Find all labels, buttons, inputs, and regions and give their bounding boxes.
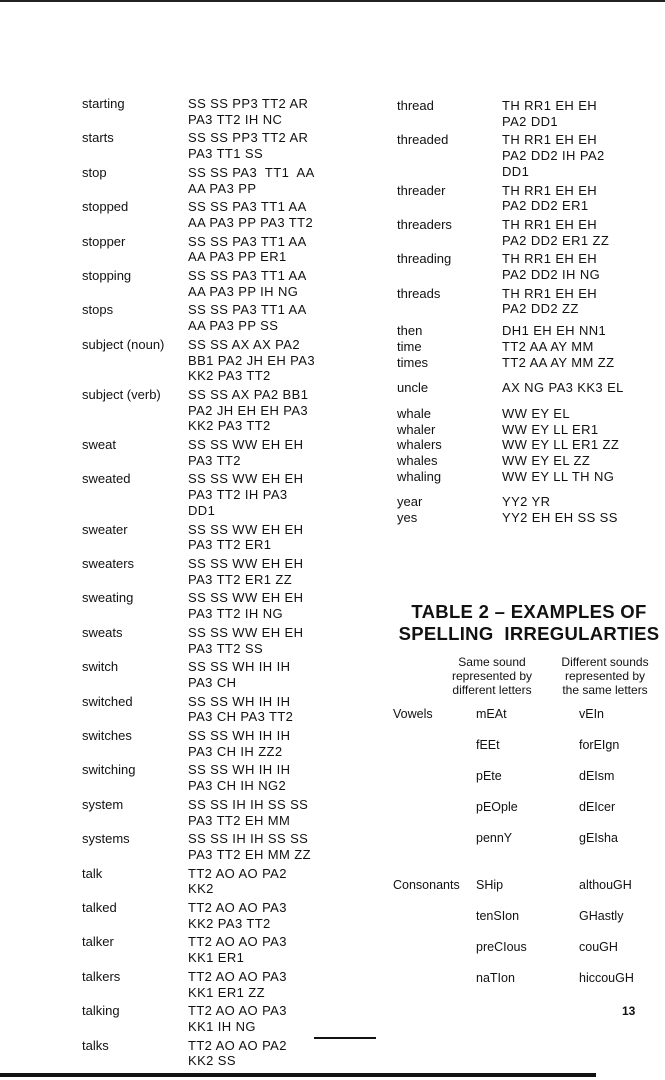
dictionary-entry (82, 437, 352, 468)
phoneme-code-line: PA3 CH IH ZZ2 (188, 743, 283, 759)
phoneme-code-line: KK1 ER1 (188, 950, 245, 966)
entry-phoneme-codes (188, 625, 303, 656)
phoneme-code-line: SS SS WW EH EH (188, 521, 304, 537)
phoneme-code-line: KK1 ER1 ZZ (188, 984, 265, 1000)
phoneme-code-line: PA3 TT2 IH PA3 (188, 487, 288, 503)
phoneme-code-line: AA PA3 PP PA3 TT2 (188, 214, 314, 230)
entry-word: talks (82, 1037, 109, 1053)
entry-phoneme-codes (188, 199, 313, 230)
phoneme-code-line: SS SS PP3 TT2 AR (188, 130, 309, 146)
phoneme-code-line: TT2 AO AO PA3 (188, 934, 287, 950)
entry-word: switched (82, 693, 133, 709)
dictionary-entry (82, 165, 352, 196)
same-sound-example: preCIous (476, 940, 527, 954)
phoneme-code-line: SS SS PA3 TT1 AA (188, 302, 307, 318)
phoneme-code-line: PA2 DD2 ER1 ZZ (502, 232, 610, 248)
entry-word: year (397, 494, 423, 510)
entry-phoneme-codes (502, 251, 600, 282)
entry-word: whale (397, 405, 431, 421)
entry-word: whaler (397, 421, 436, 437)
same-sound-example: fEEt (476, 738, 500, 752)
entry-phoneme-codes (502, 422, 599, 438)
entry-word: talker (82, 934, 114, 950)
entry-phoneme-codes (502, 323, 606, 339)
entry-phoneme-codes (188, 337, 315, 384)
footer-short-rule (314, 1037, 376, 1039)
entry-word: starting (82, 96, 125, 111)
phoneme-code-line: AA PA3 PP SS (188, 318, 279, 334)
entry-phoneme-codes (502, 406, 570, 422)
phoneme-code-line: BB1 PA2 JH EH PA3 (188, 352, 315, 368)
phoneme-code-line: PA3 TT2 EH MM (188, 812, 291, 828)
entry-word: sweated (82, 471, 131, 487)
phoneme-code-line: PA3 TT2 IH NG (188, 606, 284, 622)
dictionary-entry (397, 286, 659, 317)
entry-phoneme-codes (188, 268, 307, 299)
entry-word: time (397, 338, 422, 354)
phoneme-code-line: TH RR1 EH EH (502, 285, 598, 301)
entry-word: switches (82, 728, 132, 744)
dictionary-entry (82, 387, 352, 434)
entry-word: starts (82, 130, 114, 146)
phoneme-code-line: PA2 DD2 IH NG (502, 267, 601, 283)
phoneme-code-line: TT2 AO AO PA2 (188, 1037, 287, 1053)
entry-word: switching (82, 762, 136, 778)
phoneme-code-line: YY2 YR (502, 494, 551, 510)
entry-word: subject (verb) (82, 386, 161, 402)
different-sounds-example: GHastly (579, 909, 624, 923)
entry-word: sweat (82, 437, 116, 453)
dictionary-entry (82, 590, 352, 621)
different-sounds-example: althouGH (579, 878, 632, 892)
entry-word: whales (397, 453, 438, 469)
entry-phoneme-codes (188, 471, 303, 518)
dictionary-entry (82, 337, 352, 384)
entry-phoneme-codes (188, 234, 307, 265)
different-sounds-example: dEIcer (579, 800, 616, 814)
table-title (394, 601, 664, 645)
entry-phoneme-codes (188, 866, 287, 897)
entry-word: systems (82, 831, 130, 847)
entry-phoneme-codes (502, 286, 597, 317)
phoneme-code-line: TT2 AO AO PA3 (188, 968, 287, 984)
column-header-line: different letters (452, 683, 532, 697)
column-header-same-sound (440, 655, 544, 697)
table-row (393, 769, 665, 785)
phoneme-code-line: SS SS WW EH EH (188, 555, 304, 571)
column-header-line: Different sounds (561, 655, 649, 669)
phoneme-code-line: PA2 DD1 (502, 113, 559, 129)
phoneme-code-line: TH RR1 EH EH (502, 216, 598, 232)
same-sound-example: pennY (476, 831, 513, 845)
phoneme-code-line: SS SS AX AX PA2 (188, 336, 300, 352)
entry-phoneme-codes (188, 590, 303, 621)
entry-phoneme-codes (502, 380, 624, 396)
phoneme-code-line: PA2 DD2 ZZ (502, 301, 579, 317)
phoneme-code-line: KK2 (188, 881, 214, 897)
phoneme-code-line: WW EY LL ER1 (502, 421, 599, 437)
entry-phoneme-codes (188, 934, 287, 965)
dictionary-entry (82, 1003, 352, 1034)
entry-phoneme-codes (502, 469, 614, 485)
phoneme-code-line: KK2 PA3 TT2 (188, 418, 271, 434)
table-row (393, 707, 665, 723)
same-sound-example: pEOple (476, 800, 518, 814)
dictionary-entry (397, 183, 659, 214)
column-header-line: represented by (451, 669, 533, 683)
phoneme-code-line: TH RR1 EH EH (502, 251, 598, 267)
entry-phoneme-codes (188, 900, 287, 931)
dictionary-entry (82, 268, 352, 299)
dictionary-entry (82, 130, 352, 161)
entry-phoneme-codes (188, 728, 290, 759)
dictionary-entry (397, 251, 659, 282)
entry-word: threaders (397, 216, 452, 232)
different-sounds-example: gEIsha (579, 831, 618, 845)
entry-phoneme-codes (502, 494, 550, 510)
dictionary-entry (82, 728, 352, 759)
phoneme-code-line: AA PA3 PP ER1 (188, 249, 287, 265)
entry-phoneme-codes (502, 132, 605, 179)
entry-phoneme-codes (502, 183, 597, 214)
entry-word: threading (397, 251, 452, 267)
table-row (393, 831, 665, 847)
different-sounds-example: vEIn (579, 707, 605, 721)
dictionary-entry (82, 659, 352, 690)
row-category: Consonants (393, 878, 460, 892)
phoneme-code-line: SS SS PA3 TT1 AA (188, 199, 307, 215)
phoneme-code-line: TT2 AA AY MM ZZ (502, 354, 615, 370)
column-header-line: represented by (564, 669, 646, 683)
entry-phoneme-codes (188, 130, 308, 161)
right-word-list (397, 98, 659, 529)
row-category: Vowels (393, 707, 433, 721)
table-title-line-1: TABLE 2 – EXAMPLES OF (411, 601, 647, 622)
phoneme-code-line: KK2 PA3 TT2 (188, 368, 271, 384)
same-sound-example: pEte (476, 769, 502, 783)
dictionary-entry (397, 422, 659, 438)
phoneme-code-line: KK1 IH NG (188, 1018, 256, 1034)
entry-phoneme-codes (502, 437, 619, 453)
table-row (393, 800, 665, 816)
phoneme-code-line: PA3 TT2 IH NC (188, 111, 283, 127)
phoneme-code-line: TT2 AO AO PA3 (188, 900, 287, 916)
dictionary-entry (397, 355, 659, 371)
phoneme-code-line: WW EY LL TH NG (502, 468, 615, 484)
column-header-line: Same sound (458, 655, 526, 669)
phoneme-code-line: AA PA3 PP (188, 180, 257, 196)
phoneme-code-line: SS SS WW EH EH (188, 624, 304, 640)
entry-phoneme-codes (188, 165, 315, 196)
dictionary-entry (82, 831, 352, 862)
dictionary-entry (397, 132, 659, 179)
entry-phoneme-codes (188, 96, 308, 127)
entry-phoneme-codes (502, 355, 614, 371)
phoneme-code-line: PA3 TT2 EH MM ZZ (188, 846, 311, 862)
column-header-line: the same letters (562, 683, 648, 697)
phoneme-code-line: SS SS PP3 TT2 AR (188, 96, 309, 111)
phoneme-code-line: SS SS WW EH EH (188, 437, 304, 453)
phoneme-code-line: SS SS WW EH EH (188, 590, 304, 606)
different-sounds-example: forEIgn (579, 738, 620, 752)
table-row (393, 971, 665, 987)
entry-word: threaded (397, 132, 449, 148)
dictionary-entry (397, 98, 659, 129)
dictionary-entry (82, 471, 352, 518)
dictionary-entry (82, 302, 352, 333)
dictionary-entry (397, 406, 659, 422)
phoneme-code-line: TH RR1 EH EH (502, 98, 598, 113)
entry-word: stop (82, 164, 107, 180)
entry-word: talk (82, 865, 103, 881)
phoneme-code-line: PA3 CH PA3 TT2 (188, 709, 294, 725)
dictionary-entry (397, 323, 659, 339)
dictionary-entry (397, 380, 659, 396)
phoneme-code-line: PA3 CH IH NG2 (188, 778, 287, 794)
bottom-rule (0, 1073, 596, 1077)
phoneme-code-line: PA2 DD2 ER1 (502, 198, 589, 214)
phoneme-code-line: TH RR1 EH EH (502, 182, 598, 198)
entry-phoneme-codes (188, 1038, 287, 1069)
dictionary-entry (82, 96, 352, 127)
phoneme-code-line: AA PA3 PP IH NG (188, 283, 299, 299)
entry-word: whalers (397, 437, 442, 453)
phoneme-code-line: TT2 AO AO PA3 (188, 1003, 287, 1019)
table-row (393, 738, 665, 754)
entry-word: stopping (82, 268, 132, 284)
dictionary-entry (82, 900, 352, 931)
different-sounds-example: couGH (579, 940, 618, 954)
phoneme-code-line: DD1 (188, 502, 216, 518)
dictionary-entry (82, 934, 352, 965)
entry-word: sweaters (82, 555, 135, 571)
table-row (393, 940, 665, 956)
entry-word: subject (noun) (82, 336, 165, 352)
table-title-line-2: SPELLING IRREGULARTIES (398, 623, 660, 644)
entry-phoneme-codes (188, 762, 290, 793)
entry-word: talked (82, 900, 117, 916)
entry-word: whaling (397, 468, 442, 484)
dictionary-entry (397, 339, 659, 355)
entry-phoneme-codes (188, 1003, 287, 1034)
phoneme-code-line: PA3 CH (188, 674, 237, 690)
phoneme-code-line: DD1 (502, 163, 530, 179)
dictionary-entry (397, 217, 659, 248)
entry-word: switch (82, 659, 119, 675)
entry-phoneme-codes (188, 522, 303, 553)
column-header-different-sounds (550, 655, 660, 697)
table-row (393, 878, 665, 894)
phoneme-code-line: PA3 TT2 ER1 ZZ (188, 571, 293, 587)
phoneme-code-line: PA3 TT1 SS (188, 146, 264, 162)
phoneme-code-line: PA2 JH EH EH PA3 (188, 402, 309, 418)
dictionary-entry (82, 234, 352, 265)
dictionary-entry (82, 762, 352, 793)
phoneme-code-line: TT2 AO AO PA2 (188, 865, 287, 881)
dictionary-entry (397, 510, 659, 526)
phoneme-code-line: WW EY EL ZZ (502, 453, 591, 469)
phoneme-code-line: SS SS WH IH IH (188, 762, 291, 778)
entry-word: yes (397, 510, 418, 526)
phoneme-code-line: YY2 EH EH SS SS (502, 510, 618, 526)
phoneme-code-line: SS SS PA3 TT1 AA (188, 268, 307, 284)
entry-phoneme-codes (502, 339, 594, 355)
dictionary-entry (397, 469, 659, 485)
entry-phoneme-codes (502, 510, 618, 526)
phoneme-code-line: AX NG PA3 KK3 EL (502, 380, 624, 396)
entry-word: system (82, 796, 124, 812)
dictionary-entry (397, 437, 659, 453)
entry-word: stopped (82, 199, 129, 215)
phoneme-code-line: DH1 EH EH NN1 (502, 323, 607, 339)
phoneme-code-line: PA3 TT2 ER1 (188, 537, 272, 553)
dictionary-entry (82, 625, 352, 656)
phoneme-code-line: PA2 DD2 IH PA2 (502, 148, 605, 164)
dictionary-entry (82, 694, 352, 725)
dictionary-entry (397, 453, 659, 469)
phoneme-code-line: SS SS IH IH SS SS (188, 796, 309, 812)
dictionary-entry (82, 969, 352, 1000)
entry-phoneme-codes (188, 969, 287, 1000)
same-sound-example: naTIon (476, 971, 515, 985)
dictionary-entry (82, 1038, 352, 1069)
entry-phoneme-codes (188, 556, 303, 587)
entry-phoneme-codes (188, 387, 308, 434)
page-number: 13 (622, 1004, 636, 1018)
entry-word: times (397, 354, 429, 370)
entry-word: sweating (82, 590, 134, 606)
phoneme-code-line: SS SS PA3 TT1 AA (188, 164, 315, 180)
entry-phoneme-codes (188, 694, 293, 725)
entry-phoneme-codes (502, 453, 590, 469)
phoneme-code-line: SS SS WH IH IH (188, 693, 291, 709)
entry-phoneme-codes (188, 437, 303, 468)
phoneme-code-line: SS SS WW EH EH (188, 471, 304, 487)
different-sounds-example: hiccouGH (579, 971, 634, 985)
phoneme-code-line: PA3 TT2 SS (188, 640, 264, 656)
dictionary-entry (82, 522, 352, 553)
same-sound-example: SHip (476, 878, 504, 892)
entry-phoneme-codes (188, 659, 290, 690)
dictionary-entry (82, 866, 352, 897)
entry-word: then (397, 323, 423, 339)
entry-word: talking (82, 1003, 120, 1019)
entry-word: stopper (82, 233, 126, 249)
same-sound-example: mEAt (476, 707, 507, 721)
dictionary-entry (397, 494, 659, 510)
phoneme-code-line: TT2 AA AY MM (502, 338, 594, 354)
dictionary-entry (82, 199, 352, 230)
phoneme-code-line: WW EY LL ER1 ZZ (502, 437, 620, 453)
phoneme-code-line: SS SS IH IH SS SS (188, 831, 309, 847)
entry-phoneme-codes (502, 98, 597, 129)
entry-phoneme-codes (502, 217, 609, 248)
entry-phoneme-codes (188, 797, 308, 828)
entry-phoneme-codes (188, 831, 311, 862)
phoneme-code-line: KK2 SS (188, 1053, 236, 1069)
entry-phoneme-codes (188, 302, 307, 333)
left-word-list (82, 96, 352, 1072)
phoneme-code-line: SS SS WH IH IH (188, 659, 291, 675)
different-sounds-example: dEIsm (579, 769, 615, 783)
phoneme-code-line: WW EY EL (502, 405, 570, 421)
entry-word: sweats (82, 624, 123, 640)
entry-word: threads (397, 285, 441, 301)
phoneme-code-line: SS SS WH IH IH (188, 728, 291, 744)
phoneme-code-line: KK2 PA3 TT2 (188, 915, 271, 931)
entry-word: uncle (397, 380, 429, 396)
top-rule (0, 0, 665, 2)
phoneme-code-line: SS SS AX PA2 BB1 (188, 386, 309, 402)
dictionary-entry (82, 797, 352, 828)
entry-word: sweater (82, 521, 128, 537)
phoneme-code-line: TH RR1 EH EH (502, 132, 598, 148)
same-sound-example: tenSIon (476, 909, 520, 923)
entry-word: talkers (82, 968, 121, 984)
entry-word: threader (397, 182, 446, 198)
dictionary-entry (82, 556, 352, 587)
phoneme-code-line: SS SS PA3 TT1 AA (188, 233, 307, 249)
entry-word: thread (397, 98, 434, 113)
phoneme-code-line: PA3 TT2 (188, 452, 241, 468)
table-row (393, 909, 665, 925)
entry-word: stops (82, 302, 114, 318)
